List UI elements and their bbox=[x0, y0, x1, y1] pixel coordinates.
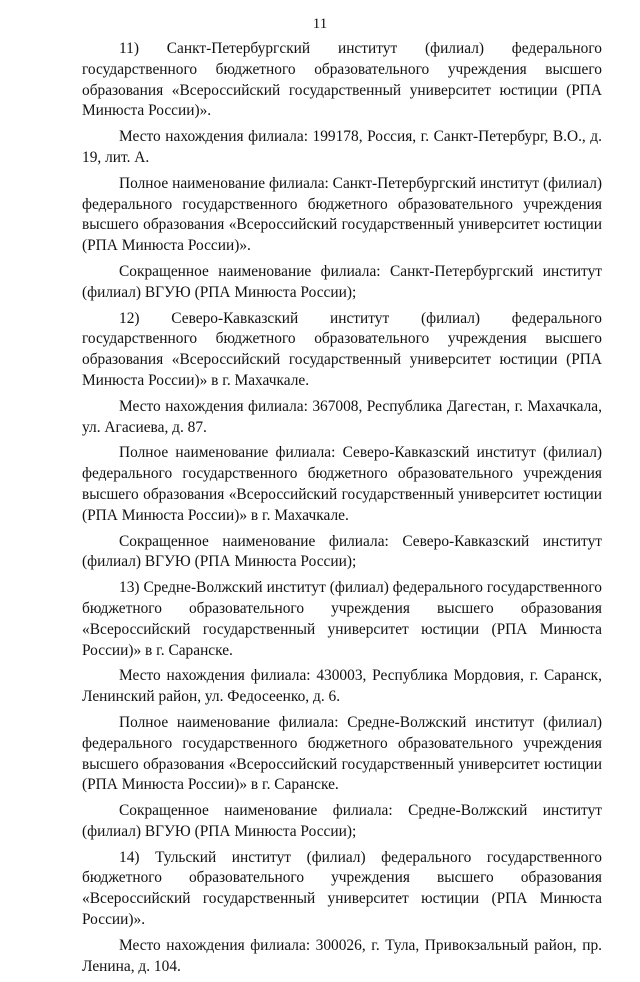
paragraph-item-12-title: 12) Северо-Кавказский институт (филиал) федерального государственного бюджетного образовательного учреждения высшего образования «Всероссийский государственный университет юстиции (РПА Минюста России)» в г. Махачкале. bbox=[82, 309, 602, 389]
paragraph-full-name: Полное наименование филиала: Средне-Волжский институт (филиал) федерального государственного бюджетного образовательного учреждения высшего образования «Всероссийский государственный университет юстиции (РПА Минюста России)» в г. Саранске. bbox=[82, 713, 602, 794]
paragraph-item-14-title: 14) Тульский институт (филиал) федерального государственного бюджетного образовательного учреждения высшего образования «Всероссийский государственный университет юстиции (РПА Минюста России)». bbox=[82, 848, 602, 929]
paragraph-item-11-title: 11) Санкт-Петербургский институт (филиал) федерального государственного бюджетного образовательного учреждения высшего образования «Всероссийский государственный университет юстиции (РПА Минюста России)». bbox=[82, 40, 602, 120]
paragraph-location: Место нахождения филиала: 199178, Россия, г. Санкт-Петербург, В.О., д. 19, лит. А. bbox=[82, 128, 602, 166]
paragraph-location: Место нахождения филиала: 367008, Республика Дагестан, г. Махачкала, ул. Агасиева, д. 87. bbox=[82, 397, 602, 436]
paragraph-full-name: Полное наименование филиала: Северо-Кавказский институт (филиал) федерального государственного бюджетного образовательного учреждения высшего образования «Всероссийский государственный университет юстиции (РПА Минюста России)» в г. Махачкале. bbox=[82, 444, 602, 524]
paragraph-location: Место нахождения филиала: 300026, г. Тула, Привокзальный район, пр. Ленина, д. 104. bbox=[82, 936, 602, 975]
paragraph-full-name: Полное наименование филиала: Санкт-Петербургский институт (филиал) федерального государственного бюджетного образовательного учреждения высшего образования «Всероссийский государственный университет юстиции (РПА Минюста России)». bbox=[82, 174, 602, 255]
paragraph-short-name: Сокращенное наименование филиала: Санкт-Петербургский институт (филиал) ВГУЮ (РПА Минюста России); bbox=[82, 262, 602, 301]
paragraph-item-13-title: 13) Средне-Волжский институт (филиал) федерального государственного бюджетного образовательного учреждения высшего образования «Всероссийский государственный университет юстиции (РПА Минюста России)» в г. Саранске. bbox=[82, 579, 602, 659]
page-number: 11 bbox=[312, 16, 328, 32]
paragraph-location: Место нахождения филиала: 430003, Республика Мордовия, г. Саранск, Ленинский район, ул. Федосеенко, д. 6. bbox=[82, 667, 602, 706]
paragraph-short-name: Сокращенное наименование филиала: Средне-Волжский институт (филиал) ВГУЮ (РПА Минюста России); bbox=[82, 802, 602, 840]
paragraph-short-name: Сокращенное наименование филиала: Северо-Кавказский институт (филиал) ВГУЮ (РПА Минюста России); bbox=[82, 532, 602, 571]
document-body bbox=[82, 39, 602, 982]
